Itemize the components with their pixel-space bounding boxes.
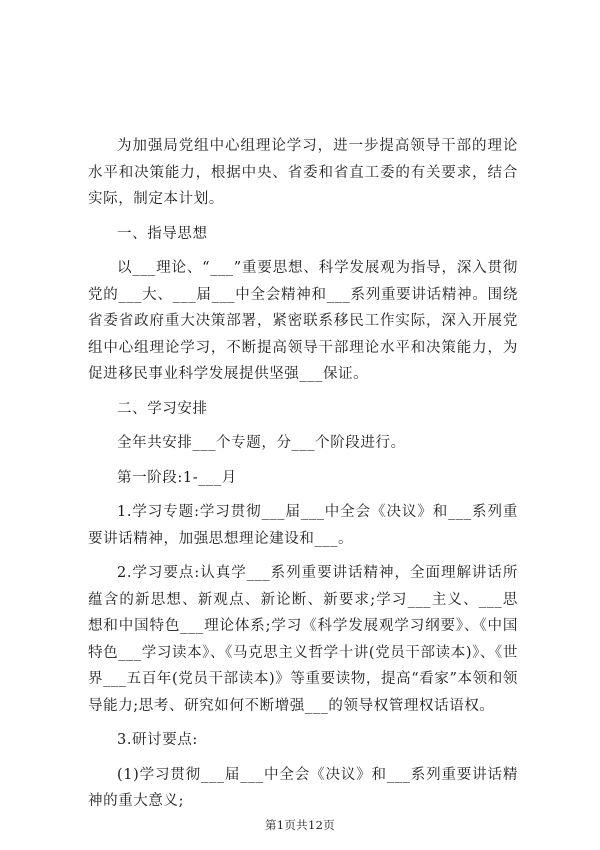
guiding-ideology-paragraph: 以___理论、“___”重要思想、科学发展观为指导，深入贯彻党的___大、___届___中全会精神和___系列重要讲话精神。围绕省委省政府重大决策部署，紧密联系移民工作实际，深入开展党组中心组理论学习，不断提高领导干部理论水平和决策能力，为促进移民事业科学发展提供坚强___保证。 xyxy=(88,260,518,382)
stage-one-heading: 第一阶段:1-___月 xyxy=(117,469,237,486)
discussion-points-heading: 3.研讨要点: xyxy=(117,732,198,748)
intro-paragraph: 为加强局党组中心组理论学习，进一步提高领导干部的理论水平和决策能力，根据中央、省委和省直工委的有关要求，结合实际，制定本计划。 xyxy=(88,138,518,207)
study-key-points-paragraph: 2.学习要点:认真学___系列重要讲话精神，全面理解讲话所蕴含的新思想、新观点、新论断、新要求;学习___主义、___思想和中国特色___理论体系;学习《科学发展观学习纲要》、《中国特色___学习读本》、《马克思主义哲学十讲(党员干部读本)》、《世界___五百年(党员干部读本)》等重要读物，提高“看家”本领和领导能力;思考、研究如何不断增强___的领导权管理权话语权。 xyxy=(88,565,518,714)
study-topic-paragraph: 1.学习专题:学习贯彻___届___中全会《决议》和___系列重要讲话精神，加强思想理论建设和___。 xyxy=(88,504,518,547)
section-heading-guiding-ideology: 一、指导思想 xyxy=(117,225,208,242)
document-body xyxy=(88,133,518,815)
discussion-point-1: (1)学习贯彻___届___中全会《决议》和___系列重要讲话精神的重大意义; xyxy=(88,766,518,809)
section-heading-study-arrangement: 二、学习安排 xyxy=(117,400,208,417)
page-number-footer: 第1页共12页 xyxy=(264,818,336,832)
schedule-paragraph: 全年共安排___个专题，分___个阶段进行。 xyxy=(117,435,406,451)
